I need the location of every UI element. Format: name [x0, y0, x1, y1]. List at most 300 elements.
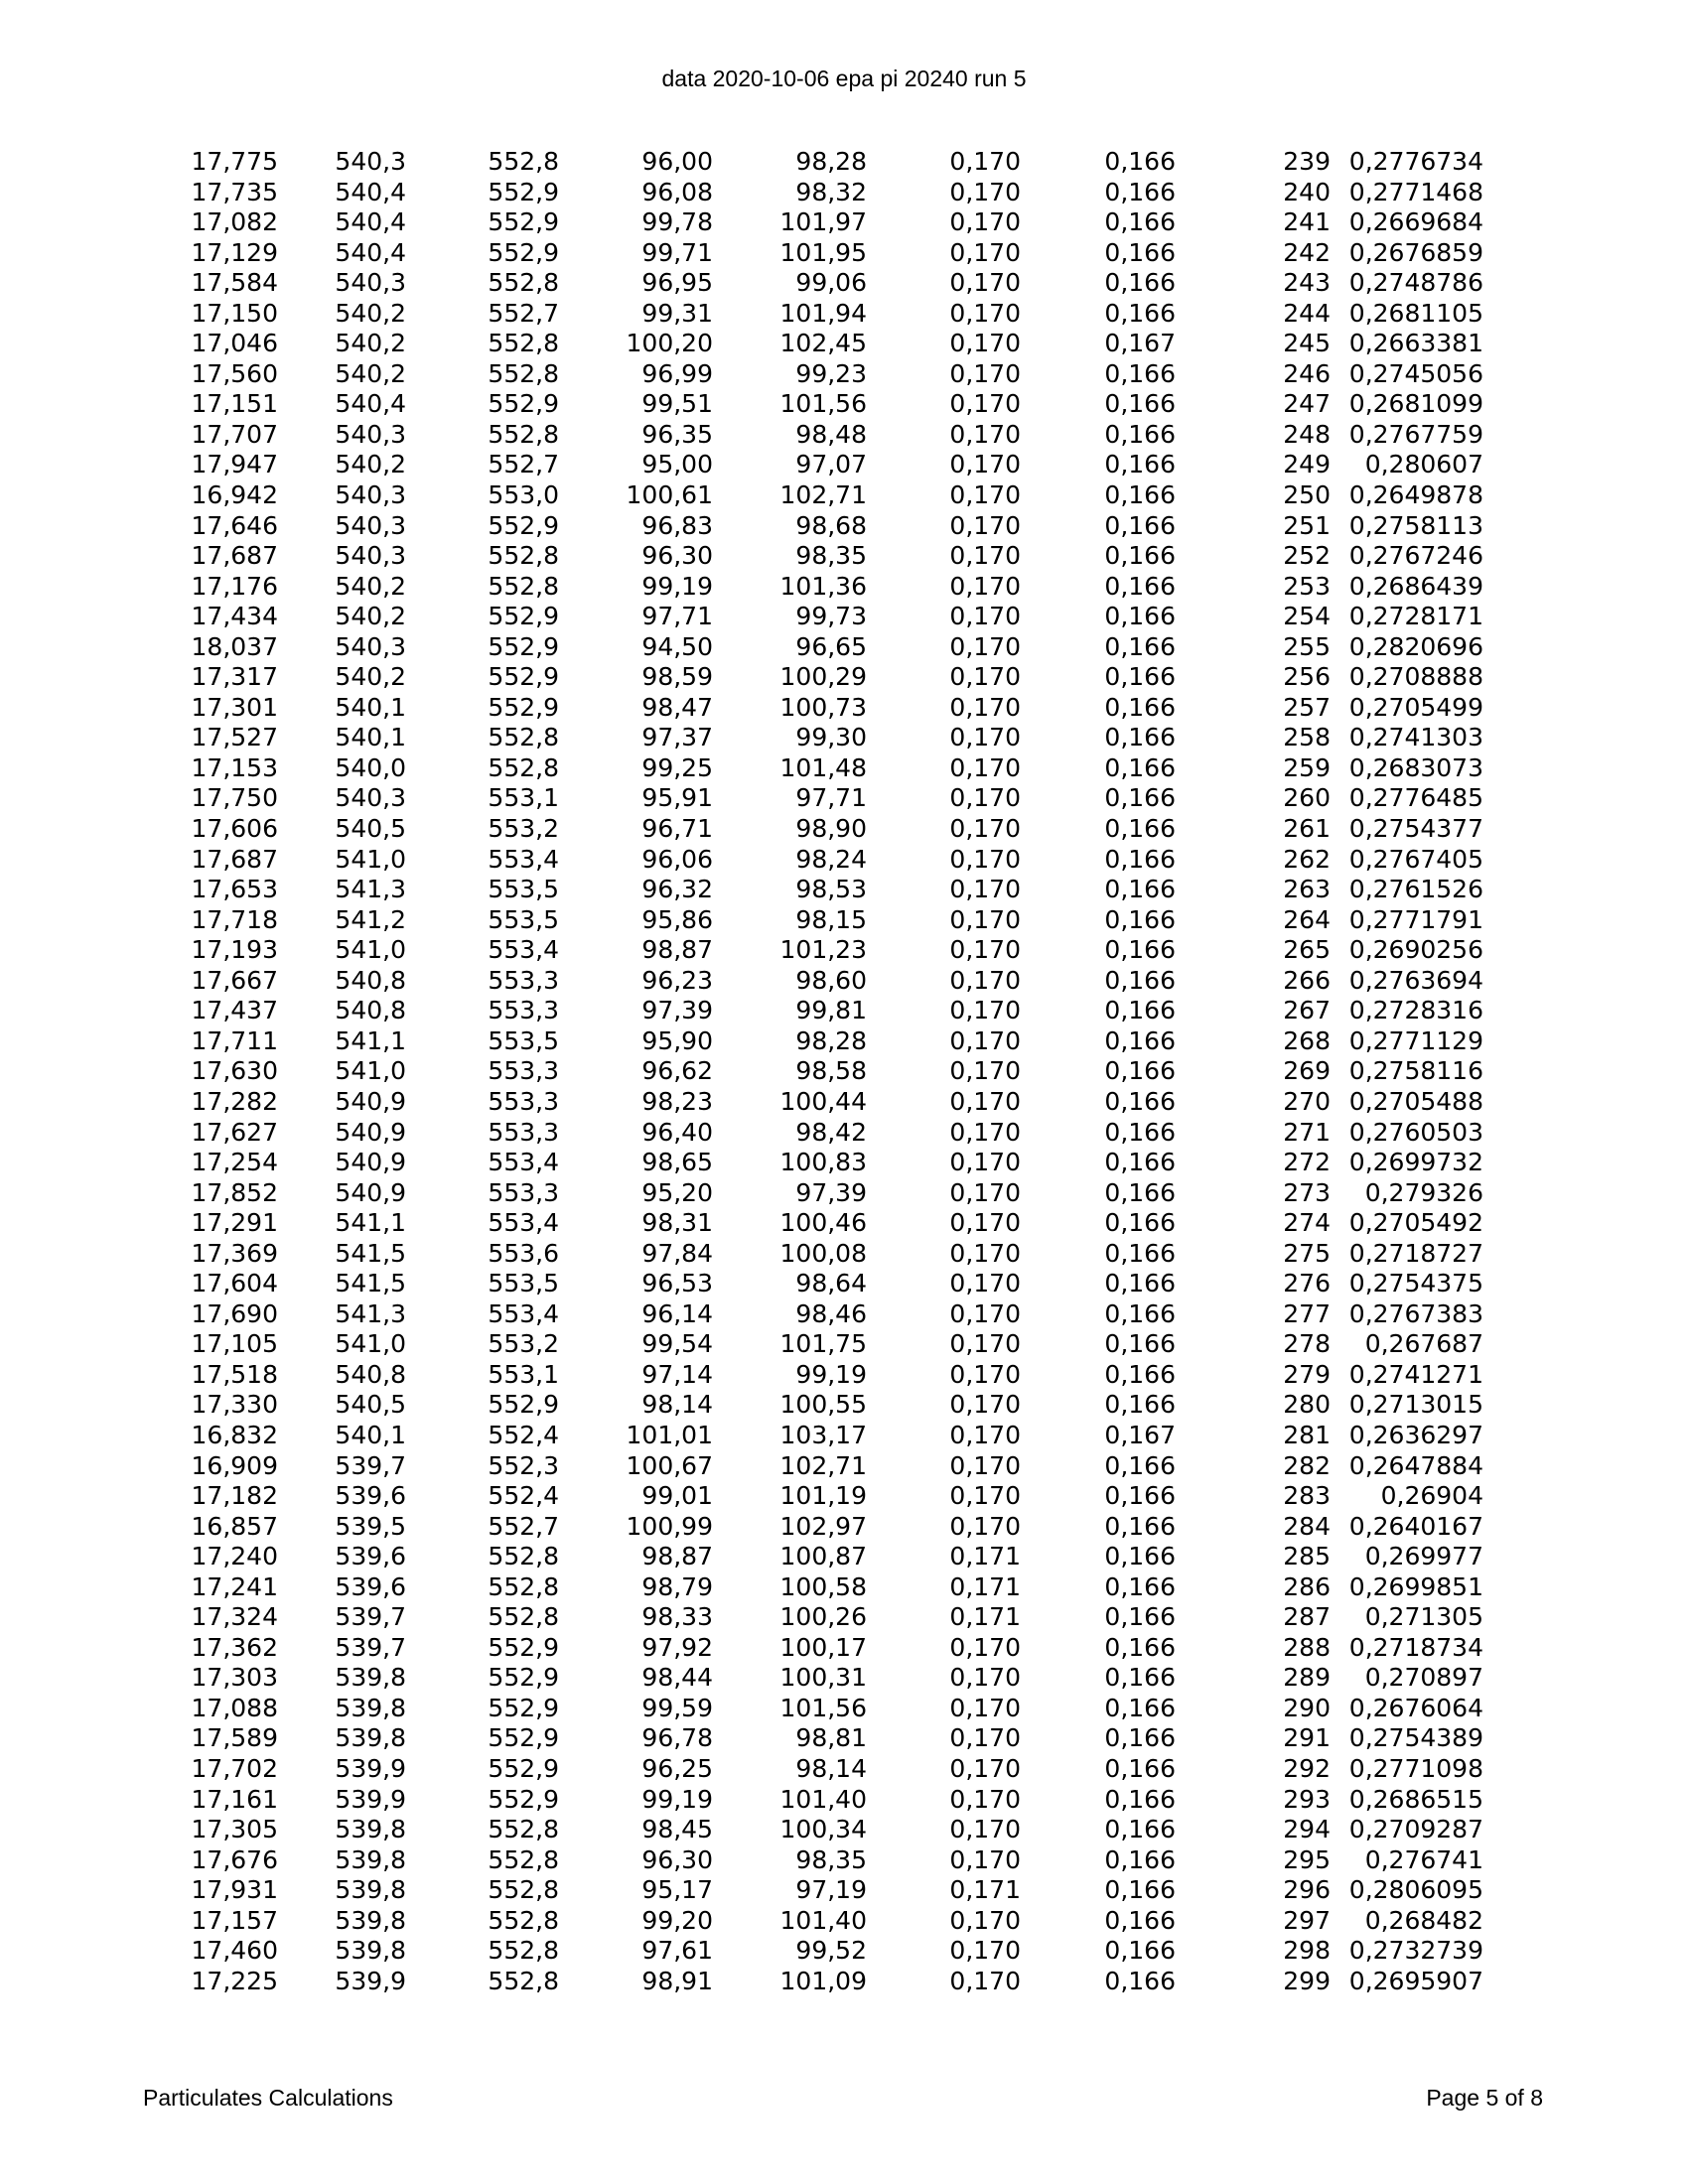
table-cell: 0,166 — [1104, 1056, 1176, 1086]
table-row — [0, 875, 1688, 905]
table-cell: 0,2699732 — [1348, 1148, 1483, 1177]
table-cell: 284 — [1283, 1511, 1331, 1541]
table-cell: 0,171 — [949, 1875, 1021, 1905]
table-cell: 17,687 — [191, 844, 278, 874]
table-cell: 0,2771468 — [1348, 177, 1483, 206]
table-cell: 17,157 — [191, 1905, 278, 1935]
table-cell: 17,317 — [191, 662, 278, 692]
table-cell: 97,14 — [641, 1359, 713, 1389]
table-cell: 17,225 — [191, 1966, 278, 1995]
table-cell: 99,20 — [641, 1905, 713, 1935]
table-cell: 97,92 — [641, 1632, 713, 1662]
table-cell: 0,170 — [949, 480, 1021, 510]
table-cell: 241 — [1283, 207, 1331, 237]
table-cell: 0,2754389 — [1348, 1723, 1483, 1753]
table-cell: 17,718 — [191, 904, 278, 934]
table-cell: 97,39 — [641, 996, 713, 1025]
table-row — [0, 1178, 1688, 1209]
table-row — [0, 845, 1688, 876]
table-cell: 17,527 — [191, 723, 278, 752]
table-cell: 541,3 — [335, 1298, 406, 1328]
table-cell: 0,166 — [1104, 1663, 1176, 1693]
table-cell: 0,166 — [1104, 965, 1176, 995]
page-header-title: data 2020-10-06 epa pi 20240 run 5 — [661, 66, 1027, 91]
row-end-spacer — [1483, 905, 1688, 936]
row-end-spacer — [1483, 1148, 1688, 1178]
table-cell: 0,2681099 — [1348, 389, 1483, 419]
table-cell: 553,3 — [488, 1086, 559, 1116]
table-row — [0, 753, 1688, 784]
table-cell: 100,17 — [779, 1632, 867, 1662]
table-cell: 540,2 — [335, 602, 406, 631]
table-cell: 274 — [1283, 1208, 1331, 1238]
table-cell: 99,51 — [641, 389, 713, 419]
table-cell: 0,2649878 — [1348, 480, 1483, 510]
table-cell: 101,19 — [779, 1481, 867, 1511]
table-cell: 540,3 — [335, 147, 406, 176]
table-cell: 0,166 — [1104, 1602, 1176, 1632]
table-cell: 17,291 — [191, 1208, 278, 1238]
row-end-spacer — [1483, 1512, 1688, 1543]
table-cell: 0,276741 — [1364, 1844, 1483, 1874]
table-row — [0, 511, 1688, 542]
table-cell: 553,3 — [488, 1056, 559, 1086]
table-row — [0, 966, 1688, 997]
table-cell: 17,667 — [191, 965, 278, 995]
table-cell: 18,037 — [191, 631, 278, 661]
table-cell: 17,193 — [191, 935, 278, 965]
table-cell: 17,330 — [191, 1390, 278, 1420]
table-cell: 0,170 — [949, 1269, 1021, 1298]
table-cell: 552,8 — [488, 571, 559, 601]
table-cell: 100,87 — [779, 1542, 867, 1571]
table-cell: 540,9 — [335, 1177, 406, 1207]
table-cell: 0,166 — [1104, 1269, 1176, 1298]
table-cell: 0,170 — [949, 1753, 1021, 1783]
table-cell: 0,166 — [1104, 1390, 1176, 1420]
table-cell: 0,170 — [949, 1693, 1021, 1722]
table-row — [0, 1845, 1688, 1876]
table-cell: 0,2705492 — [1348, 1208, 1483, 1238]
table-cell: 553,4 — [488, 1148, 559, 1177]
table-cell: 98,42 — [795, 1117, 867, 1147]
table-cell: 0,166 — [1104, 752, 1176, 782]
row-end-spacer — [1483, 935, 1688, 966]
row-end-spacer — [1483, 299, 1688, 330]
table-cell: 100,08 — [779, 1238, 867, 1268]
table-cell: 99,19 — [641, 1784, 713, 1814]
table-cell: 272 — [1283, 1148, 1331, 1177]
table-cell: 0,269977 — [1364, 1542, 1483, 1571]
row-end-spacer — [1483, 1663, 1688, 1694]
table-cell: 265 — [1283, 935, 1331, 965]
table-row — [0, 1329, 1688, 1360]
table-cell: 0,170 — [949, 1632, 1021, 1662]
row-end-spacer — [1483, 1056, 1688, 1087]
table-cell: 0,166 — [1104, 1238, 1176, 1268]
table-cell: 552,7 — [488, 298, 559, 328]
table-cell: 0,2683073 — [1348, 752, 1483, 782]
row-end-spacer — [1483, 662, 1688, 693]
table-cell: 17,150 — [191, 298, 278, 328]
table-cell: 255 — [1283, 631, 1331, 661]
table-cell: 299 — [1283, 1966, 1331, 1995]
table-cell: 0,2767759 — [1348, 419, 1483, 449]
table-cell: 101,23 — [779, 935, 867, 965]
table-cell: 17,046 — [191, 329, 278, 358]
table-cell: 540,2 — [335, 358, 406, 388]
table-row — [0, 268, 1688, 299]
table-cell: 0,166 — [1104, 268, 1176, 298]
row-end-spacer — [1483, 1026, 1688, 1057]
table-cell: 266 — [1283, 965, 1331, 995]
table-row — [0, 1633, 1688, 1664]
table-cell: 0,170 — [949, 602, 1021, 631]
table-cell: 0,166 — [1104, 996, 1176, 1025]
table-cell: 100,73 — [779, 692, 867, 722]
table-cell: 539,6 — [335, 1571, 406, 1601]
table-cell: 98,53 — [795, 875, 867, 904]
table-cell: 96,30 — [641, 1844, 713, 1874]
table-cell: 553,2 — [488, 1329, 559, 1359]
table-cell: 0,2767405 — [1348, 844, 1483, 874]
table-cell: 17,153 — [191, 752, 278, 782]
table-cell: 96,65 — [795, 631, 867, 661]
table-cell: 267 — [1283, 996, 1331, 1025]
table-cell: 0,166 — [1104, 1936, 1176, 1966]
table-cell: 98,47 — [641, 692, 713, 722]
table-cell: 248 — [1283, 419, 1331, 449]
table-cell: 539,9 — [335, 1784, 406, 1814]
table-cell: 17,646 — [191, 510, 278, 540]
row-end-spacer — [1483, 329, 1688, 359]
table-cell: 96,35 — [641, 419, 713, 449]
table-cell: 0,166 — [1104, 1905, 1176, 1935]
table-row — [0, 905, 1688, 936]
table-cell: 0,170 — [949, 1844, 1021, 1874]
table-cell: 0,2776734 — [1348, 147, 1483, 176]
table-cell: 552,3 — [488, 1450, 559, 1480]
footer-left-label: Particulates Calculations — [143, 2085, 393, 2111]
table-cell: 540,8 — [335, 965, 406, 995]
table-cell: 16,857 — [191, 1511, 278, 1541]
table-cell: 0,166 — [1104, 1966, 1176, 1995]
table-cell: 261 — [1283, 814, 1331, 844]
table-cell: 0,2754377 — [1348, 814, 1483, 844]
table-cell: 553,3 — [488, 1117, 559, 1147]
table-cell: 100,44 — [779, 1086, 867, 1116]
table-cell: 101,94 — [779, 298, 867, 328]
row-end-spacer — [1483, 480, 1688, 511]
table-cell: 0,2760503 — [1348, 1117, 1483, 1147]
table-cell: 0,170 — [949, 814, 1021, 844]
table-cell: 100,20 — [626, 329, 713, 358]
table-cell: 0,170 — [949, 207, 1021, 237]
table-cell: 0,2718727 — [1348, 1238, 1483, 1268]
table-cell: 0,166 — [1104, 1844, 1176, 1874]
table-cell: 17,161 — [191, 1784, 278, 1814]
table-cell: 552,8 — [488, 1875, 559, 1905]
table-cell: 285 — [1283, 1542, 1331, 1571]
table-cell: 539,8 — [335, 1815, 406, 1844]
table-cell: 541,0 — [335, 844, 406, 874]
table-cell: 0,166 — [1104, 662, 1176, 692]
table-cell: 98,46 — [795, 1298, 867, 1328]
table-cell: 553,6 — [488, 1238, 559, 1268]
table-cell: 17,303 — [191, 1663, 278, 1693]
table-cell: 0,2820696 — [1348, 631, 1483, 661]
table-cell: 0,166 — [1104, 1632, 1176, 1662]
table-row — [0, 541, 1688, 572]
table-cell: 539,8 — [335, 1723, 406, 1753]
table-cell: 0,166 — [1104, 147, 1176, 176]
table-cell: 552,9 — [488, 1753, 559, 1783]
table-cell: 100,26 — [779, 1602, 867, 1632]
table-cell: 540,3 — [335, 631, 406, 661]
table-cell: 540,1 — [335, 1420, 406, 1449]
table-cell: 0,170 — [949, 1056, 1021, 1086]
table-cell: 0,2748786 — [1348, 268, 1483, 298]
table-cell: 98,79 — [641, 1571, 713, 1601]
table-cell: 0,2758113 — [1348, 510, 1483, 540]
table-cell: 540,2 — [335, 450, 406, 479]
table-cell: 553,4 — [488, 935, 559, 965]
table-cell: 0,171 — [949, 1571, 1021, 1601]
table-cell: 99,19 — [641, 571, 713, 601]
table-cell: 540,9 — [335, 1086, 406, 1116]
table-cell: 553,4 — [488, 844, 559, 874]
table-cell: 552,9 — [488, 1723, 559, 1753]
table-cell: 0,170 — [949, 268, 1021, 298]
table-cell: 289 — [1283, 1663, 1331, 1693]
table-cell: 552,8 — [488, 1844, 559, 1874]
table-cell: 95,91 — [641, 783, 713, 813]
table-cell: 553,5 — [488, 1269, 559, 1298]
table-cell: 99,59 — [641, 1693, 713, 1722]
table-cell: 552,4 — [488, 1420, 559, 1449]
table-cell: 0,2732739 — [1348, 1936, 1483, 1966]
row-end-spacer — [1483, 1421, 1688, 1451]
table-row — [0, 1056, 1688, 1087]
table-cell: 0,170 — [949, 1359, 1021, 1389]
table-cell: 553,2 — [488, 814, 559, 844]
row-end-spacer — [1483, 389, 1688, 420]
table-cell: 539,9 — [335, 1966, 406, 1995]
row-end-spacer — [1483, 1390, 1688, 1421]
table-cell: 0,170 — [949, 1784, 1021, 1814]
table-row — [0, 602, 1688, 632]
table-cell: 0,166 — [1104, 692, 1176, 722]
table-cell: 17,702 — [191, 1753, 278, 1783]
table-cell: 541,2 — [335, 904, 406, 934]
table-cell: 296 — [1283, 1875, 1331, 1905]
table-cell: 540,0 — [335, 752, 406, 782]
table-cell: 247 — [1283, 389, 1331, 419]
table-cell: 17,151 — [191, 389, 278, 419]
table-cell: 0,170 — [949, 662, 1021, 692]
table-cell: 539,7 — [335, 1450, 406, 1480]
table-cell: 0,2676064 — [1348, 1693, 1483, 1722]
table-row — [0, 1754, 1688, 1785]
table-cell: 0,2806095 — [1348, 1875, 1483, 1905]
table-cell: 96,23 — [641, 965, 713, 995]
table-cell: 286 — [1283, 1571, 1331, 1601]
table-cell: 0,2728316 — [1348, 996, 1483, 1025]
table-cell: 17,750 — [191, 783, 278, 813]
table-cell: 278 — [1283, 1329, 1331, 1359]
table-cell: 98,68 — [795, 510, 867, 540]
table-cell: 17,305 — [191, 1815, 278, 1844]
table-row — [0, 1572, 1688, 1603]
table-cell: 0,2676859 — [1348, 237, 1483, 267]
table-cell: 96,06 — [641, 844, 713, 874]
row-end-spacer — [1483, 207, 1688, 238]
table-row — [0, 1148, 1688, 1178]
table-cell: 0,2771098 — [1348, 1753, 1483, 1783]
table-cell: 0,2681105 — [1348, 298, 1483, 328]
table-cell: 0,166 — [1104, 1086, 1176, 1116]
table-cell: 249 — [1283, 450, 1331, 479]
table-cell: 98,28 — [795, 147, 867, 176]
table-row — [0, 1118, 1688, 1149]
table-cell: 17,852 — [191, 1177, 278, 1207]
table-row — [0, 389, 1688, 420]
table-cell: 17,301 — [191, 692, 278, 722]
table-cell: 0,166 — [1104, 723, 1176, 752]
table-cell: 263 — [1283, 875, 1331, 904]
table-cell: 101,56 — [779, 389, 867, 419]
table-row — [0, 572, 1688, 603]
table-cell: 552,8 — [488, 268, 559, 298]
table-cell: 102,71 — [779, 1450, 867, 1480]
table-cell: 0,170 — [949, 965, 1021, 995]
table-cell: 552,8 — [488, 1542, 559, 1571]
table-cell: 552,8 — [488, 1905, 559, 1935]
table-cell: 0,170 — [949, 389, 1021, 419]
table-cell: 0,170 — [949, 1298, 1021, 1328]
table-cell: 553,5 — [488, 875, 559, 904]
table-cell: 0,166 — [1104, 1359, 1176, 1389]
table-cell: 258 — [1283, 723, 1331, 752]
table-cell: 0,166 — [1104, 1784, 1176, 1814]
table-cell: 539,6 — [335, 1542, 406, 1571]
row-end-spacer — [1483, 450, 1688, 480]
table-cell: 553,4 — [488, 1208, 559, 1238]
table-row — [0, 996, 1688, 1026]
table-cell: 244 — [1283, 298, 1331, 328]
row-end-spacer — [1483, 420, 1688, 451]
table-cell: 0,167 — [1104, 329, 1176, 358]
table-cell: 17,560 — [191, 358, 278, 388]
table-cell: 552,9 — [488, 510, 559, 540]
table-cell: 0,2771129 — [1348, 1025, 1483, 1055]
table-cell: 96,83 — [641, 510, 713, 540]
table-cell: 553,3 — [488, 996, 559, 1025]
table-cell: 0,2705488 — [1348, 1086, 1483, 1116]
table-cell: 277 — [1283, 1298, 1331, 1328]
table-cell: 540,4 — [335, 389, 406, 419]
row-end-spacer — [1483, 1329, 1688, 1360]
table-cell: 99,52 — [795, 1936, 867, 1966]
table-cell: 0,170 — [949, 1390, 1021, 1420]
table-cell: 540,3 — [335, 541, 406, 571]
row-end-spacer — [1483, 1754, 1688, 1785]
table-cell: 17,606 — [191, 814, 278, 844]
table-cell: 0,166 — [1104, 237, 1176, 267]
table-cell: 16,909 — [191, 1450, 278, 1480]
table-cell: 0,170 — [949, 1450, 1021, 1480]
table-cell: 17,711 — [191, 1025, 278, 1055]
table-cell: 96,53 — [641, 1269, 713, 1298]
table-row — [0, 178, 1688, 208]
table-cell: 17,931 — [191, 1875, 278, 1905]
table-cell: 102,71 — [779, 480, 867, 510]
table-cell: 97,39 — [795, 1177, 867, 1207]
table-cell: 0,170 — [949, 358, 1021, 388]
table-cell: 0,170 — [949, 1481, 1021, 1511]
table-cell: 99,31 — [641, 298, 713, 328]
row-end-spacer — [1483, 1602, 1688, 1633]
table-cell: 283 — [1283, 1481, 1331, 1511]
table-cell: 99,81 — [795, 996, 867, 1025]
table-cell: 96,78 — [641, 1723, 713, 1753]
table-cell: 94,50 — [641, 631, 713, 661]
table-cell: 101,40 — [779, 1784, 867, 1814]
table-cell: 262 — [1283, 844, 1331, 874]
table-cell: 552,8 — [488, 1571, 559, 1601]
table-cell: 280 — [1283, 1390, 1331, 1420]
row-end-spacer — [1483, 845, 1688, 876]
table-cell: 0,2709287 — [1348, 1815, 1483, 1844]
table-cell: 99,73 — [795, 602, 867, 631]
table-cell: 250 — [1283, 480, 1331, 510]
table-cell: 99,54 — [641, 1329, 713, 1359]
table-cell: 0,2718734 — [1348, 1632, 1483, 1662]
table-cell: 17,282 — [191, 1086, 278, 1116]
table-cell: 540,3 — [335, 480, 406, 510]
row-end-spacer — [1483, 875, 1688, 905]
row-end-spacer — [1483, 1178, 1688, 1209]
table-cell: 0,2767246 — [1348, 541, 1483, 571]
table-cell: 292 — [1283, 1753, 1331, 1783]
table-cell: 0,170 — [949, 450, 1021, 479]
table-cell: 541,0 — [335, 1056, 406, 1086]
table-cell: 96,71 — [641, 814, 713, 844]
table-body — [0, 147, 1688, 1996]
table-cell: 293 — [1283, 1784, 1331, 1814]
table-cell: 0,166 — [1104, 1450, 1176, 1480]
table-cell: 101,97 — [779, 207, 867, 237]
table-row — [0, 1087, 1688, 1118]
table-cell: 100,58 — [779, 1571, 867, 1601]
table-cell: 252 — [1283, 541, 1331, 571]
table-cell: 17,369 — [191, 1238, 278, 1268]
table-cell: 552,8 — [488, 1966, 559, 1995]
table-cell: 0,2741303 — [1348, 723, 1483, 752]
table-cell: 0,170 — [949, 996, 1021, 1025]
table-cell: 539,8 — [335, 1936, 406, 1966]
table-cell: 0,170 — [949, 1117, 1021, 1147]
table-cell: 17,362 — [191, 1632, 278, 1662]
table-cell: 17,460 — [191, 1936, 278, 1966]
table-cell: 268 — [1283, 1025, 1331, 1055]
table-cell: 0,170 — [949, 1025, 1021, 1055]
table-cell: 0,166 — [1104, 904, 1176, 934]
table-cell: 552,9 — [488, 207, 559, 237]
table-cell: 17,434 — [191, 602, 278, 631]
table-cell: 99,78 — [641, 207, 713, 237]
table-cell: 0,170 — [949, 631, 1021, 661]
